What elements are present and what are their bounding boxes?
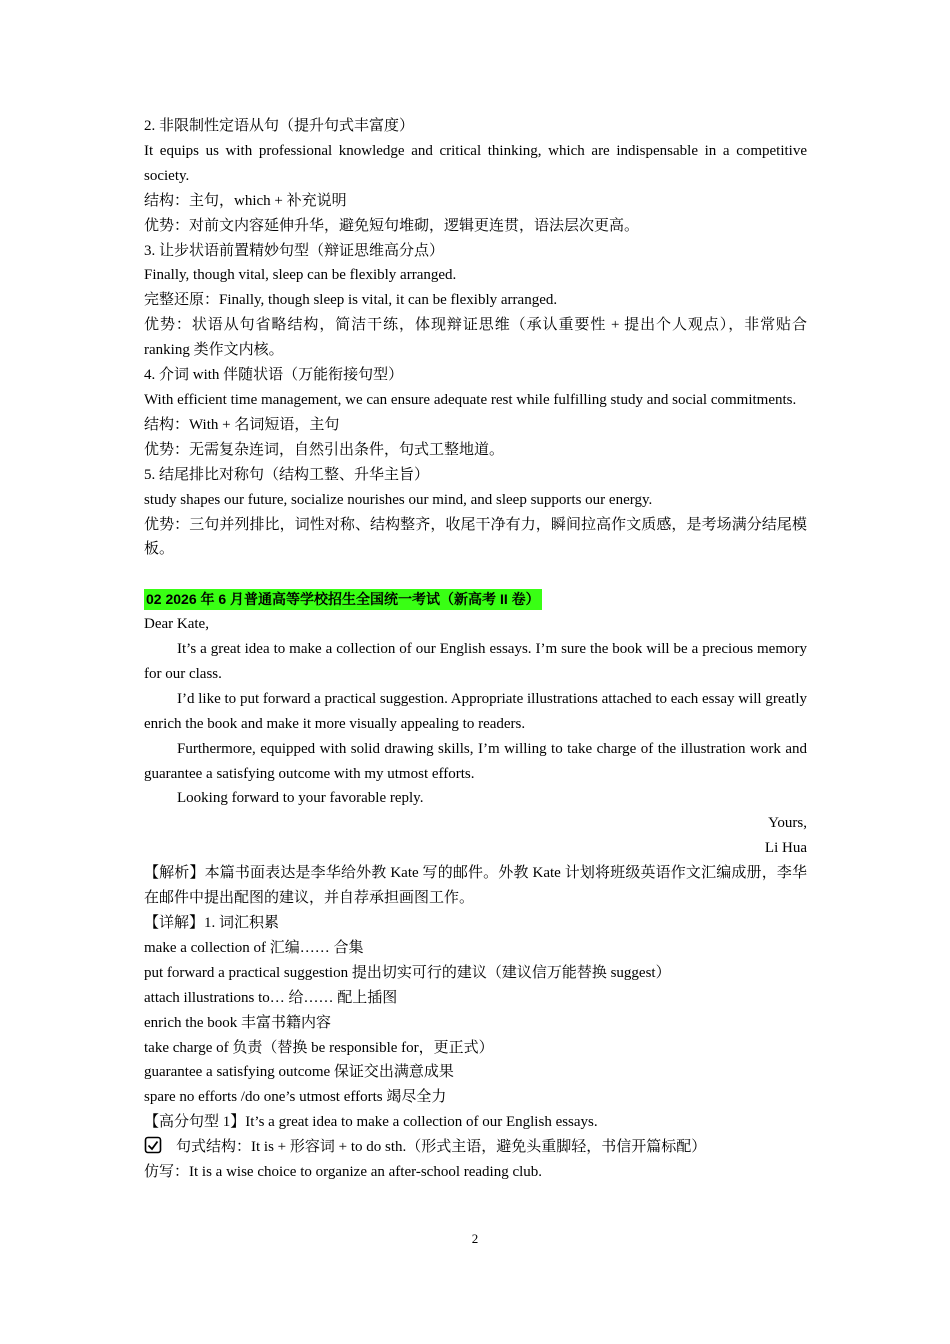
vocab-item: make a collection of 汇编…… 合集 xyxy=(144,939,364,956)
advantage-note: 优势：三句并列排比，词性对称、结构整齐，收尾干净有力，瞬间拉高作文质感，是考场满分结尾模板。 xyxy=(144,516,807,558)
exam-heading: 02 2026 年 6 月普通高等学校招生全国统一考试（新高考 II 卷） xyxy=(144,589,542,610)
section-heading: 5. 结尾排比对称句（结构工整、升华主旨） xyxy=(144,466,430,483)
imitation-sentence: 仿写：It is a wise choice to organize an after-school reading club. xyxy=(144,1164,543,1181)
letter-paragraph: Furthermore, equipped with solid drawing skills, I’m willing to take charge of the illustration work and guarantee a satisfying outcome with my utmost efforts. xyxy=(144,740,807,782)
section-heading: 4. 介词 with 伴随状语（万能衔接句型） xyxy=(144,367,404,384)
letter-closing: Yours, xyxy=(768,815,807,832)
section-heading: 3. 让步状语前置精妙句型（辩证思维高分点） xyxy=(144,242,445,259)
sentence-pattern-heading: 【高分句型 1】It’s a great idea to make a collection of our English essays. xyxy=(144,1114,598,1131)
vocab-item: take charge of 负责（替换 be responsible for，更正式） xyxy=(144,1039,494,1056)
letter-paragraph: Looking forward to your favorable reply. xyxy=(177,790,424,807)
letter-paragraph: I’d like to put forward a practical suggestion. Appropriate illustrations attached to each essay will greatly enrich the book and make it more visually appealing to readers. xyxy=(144,690,807,732)
checkbox-checked-icon xyxy=(144,1136,162,1154)
exam-heading-row xyxy=(144,587,807,612)
pattern-structure-row xyxy=(144,1135,807,1160)
advantage-note: 优势：状语从句省略结构，简洁干练，体现辩证思维（承认重要性 + 提出个人观点），非常贴合 ranking 类作文内核。 xyxy=(144,317,807,359)
vocab-item: put forward a practical suggestion 提出切实可行的建议（建议信万能替换 suggest） xyxy=(144,964,671,981)
document-body xyxy=(144,114,807,1185)
vocab-item: attach illustrations to… 给…… 配上插图 xyxy=(144,989,398,1006)
section-heading: 2. 非限制性定语从句（提升句式丰富度） xyxy=(144,118,415,134)
advantage-note: 优势：无需复杂连词，自然引出条件，句式工整地道。 xyxy=(144,441,505,458)
letter-signature: Li Hua xyxy=(764,840,807,857)
structure-note: 结构：主句，which + 补充说明 xyxy=(144,192,347,209)
vocab-item: guarantee a satisfying outcome 保证交出满意成果 xyxy=(144,1064,454,1081)
example-sentence: With efficient time management, we can ensure adequate rest while fulfilling study and social commitments. xyxy=(144,391,797,408)
letter-greeting: Dear Kate, xyxy=(144,616,209,633)
example-sentence: Finally, though vital, sleep can be flexibly arranged. xyxy=(144,267,457,284)
vocab-item: spare no efforts /do one’s utmost efforts 竭尽全力 xyxy=(144,1089,447,1106)
example-sentence: study shapes our future, socialize nourishes our mind, and sleep supports our energy. xyxy=(144,491,653,508)
advantage-note: 优势：对前文内容延伸升华，避免短句堆砌，逻辑更连贯，语法层次更高。 xyxy=(144,217,640,234)
blank-line xyxy=(144,562,807,587)
page-number: 2 xyxy=(471,1231,479,1246)
restoration-note: 完整还原：Finally, though sleep is vital, it can be flexibly arranged. xyxy=(144,292,558,309)
pattern-structure-text: 句式结构：It is + 形容词 + to do sth.（形式主语，避免头重脚轻，书信开篇标配） xyxy=(176,1139,707,1156)
vocab-heading: 【详解】1. 词汇积累 xyxy=(144,914,280,931)
letter-paragraph: It’s a great idea to make a collection of our English essays. I’m sure the book will be a precious memory for our class. xyxy=(144,641,807,682)
structure-note: 结构：With + 名词短语，主句 xyxy=(144,416,340,433)
vocab-item: enrich the book 丰富书籍内容 xyxy=(144,1014,332,1031)
example-sentence: It equips us with professional knowledge and critical thinking, which are indispensable in a competitive society. xyxy=(144,142,807,184)
analysis-summary: 【解析】本篇书面表达是李华给外教 Kate 写的邮件。外教 Kate 计划将班级英语作文汇编成册，李华在邮件中提出配图的建议，并自荐承担画图工作。 xyxy=(144,865,807,907)
